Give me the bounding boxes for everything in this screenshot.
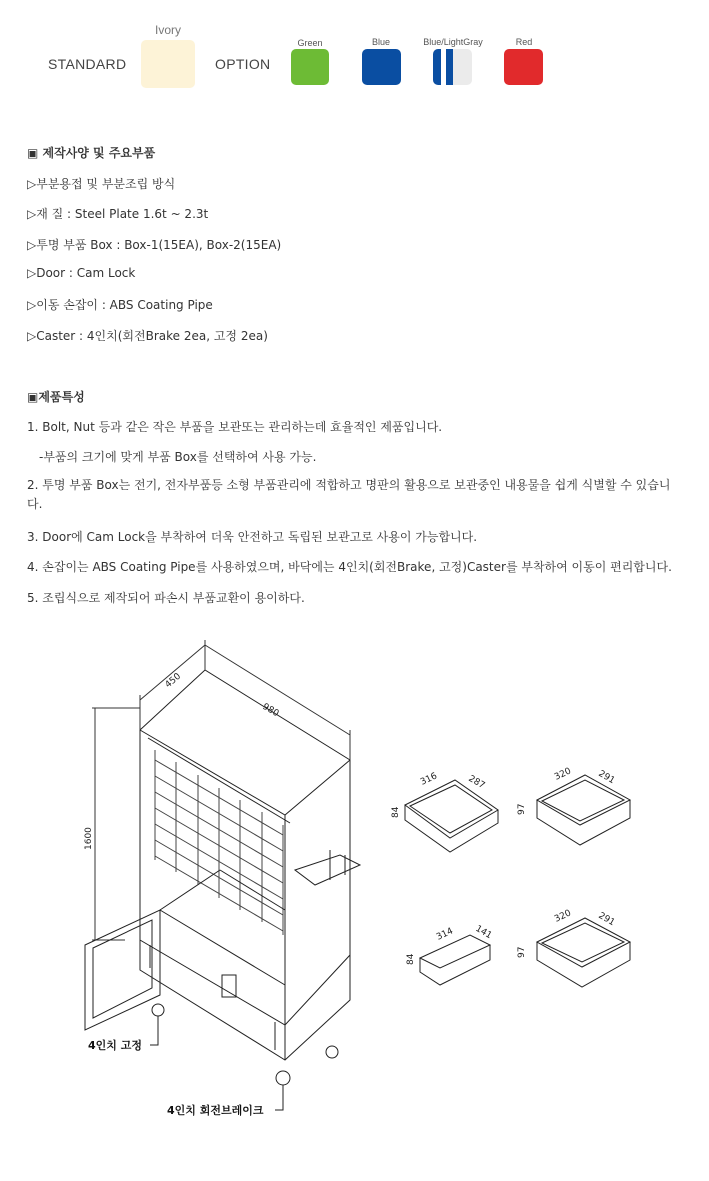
box1-height-label: 84 xyxy=(391,806,401,818)
feature-item: 1. Bolt, Nut 등과 같은 작은 부품을 보관또는 관리하는데 효율적인 제품입니다. xyxy=(27,420,443,434)
swatch-blue xyxy=(362,49,401,85)
spec-item: ▷투명 부품 Box : Box-1(15EA), Box-2(15EA) xyxy=(27,238,282,252)
box-2-drawing xyxy=(537,775,630,845)
feature-item: 4. 손잡이는 ABS Coating Pipe를 사용하였으며, 바닥에는 4인치(회전Brake, 고정)Caster를 부착하여 이동이 편리합니다. xyxy=(27,560,672,574)
lower-compartment xyxy=(85,870,285,1030)
box4-width-label: 320 xyxy=(553,908,573,925)
box4-height-label: 97 xyxy=(517,946,527,958)
box-4-drawing xyxy=(537,918,630,987)
casters xyxy=(152,1004,338,1085)
spec-item: ▷Caster : 4인치(회전Brake 2ea, 고정 2ea) xyxy=(27,329,268,343)
box3-width-label: 314 xyxy=(435,926,455,943)
spec-item: ▷부분용접 및 부분조립 방식 xyxy=(27,177,176,191)
spec-item: ▷이동 손잡이 : ABS Coating Pipe xyxy=(27,298,213,312)
drawer-grid xyxy=(155,750,283,935)
spec-title: ▣ 제작사양 및 주요부품 xyxy=(27,146,156,160)
swatch-blue-lightgray xyxy=(433,49,472,85)
swatch-caption-blue-lightgray: Blue/LightGray xyxy=(423,37,483,47)
features-title: ▣제품특성 xyxy=(27,390,85,404)
box2-depth-label: 291 xyxy=(596,768,617,787)
feature-sub-item: -부품의 크기에 맞게 부품 Box를 선택하여 사용 가능. xyxy=(39,450,317,464)
box2-width-label: 320 xyxy=(553,766,573,783)
cabinet-outline xyxy=(140,670,350,1060)
option-label: OPTION xyxy=(215,56,271,72)
feature-item: 5. 조립식으로 제작되어 파손시 부품교환이 용이하다. xyxy=(27,591,305,605)
caster-fixed-label: 4인치 고정 xyxy=(88,1039,142,1052)
box3-depth-label: 141 xyxy=(473,923,494,942)
standard-label: STANDARD xyxy=(48,56,127,72)
product-drawing xyxy=(0,640,709,1140)
dim-depth-label: 450 xyxy=(163,671,184,691)
feature-item: 3. Door에 Cam Lock을 부착하여 더욱 안전하고 독립된 보관고로 사용이 가능합니다. xyxy=(27,530,478,544)
dim-width-label: 980 xyxy=(260,701,281,720)
spec-item: ▷재 질 : Steel Plate 1.6t ~ 2.3t xyxy=(27,207,209,221)
box2-height-label: 97 xyxy=(517,803,527,815)
swatch-red xyxy=(504,49,543,85)
swatch-caption-red: Red xyxy=(515,37,533,47)
box-3-drawing xyxy=(420,935,490,985)
spec-item: ▷Door : Cam Lock xyxy=(27,266,136,280)
caster-brake-label: 4인치 회전브레이크 xyxy=(167,1104,264,1117)
swatch-ivory xyxy=(141,40,195,88)
swatch-caption-blue: Blue xyxy=(371,37,390,47)
box3-height-label: 84 xyxy=(406,953,416,965)
feature-item: 2. 투명 부품 Box는 전기, 전자부품등 소형 부품관리에 적합하고 명판의 활용으로 보관중인 내용물을 쉽게 식별할 수 있습니다. xyxy=(27,478,671,511)
box1-depth-label: 287 xyxy=(466,773,487,792)
swatch-green xyxy=(291,49,329,85)
swatch-caption-green: Green xyxy=(297,38,323,48)
box-1-drawing xyxy=(405,780,498,852)
box4-depth-label: 291 xyxy=(596,910,617,929)
box1-width-label: 316 xyxy=(419,771,439,788)
swatch-caption-ivory: Ivory xyxy=(154,23,181,37)
dim-height-label: 1600 xyxy=(84,827,94,850)
